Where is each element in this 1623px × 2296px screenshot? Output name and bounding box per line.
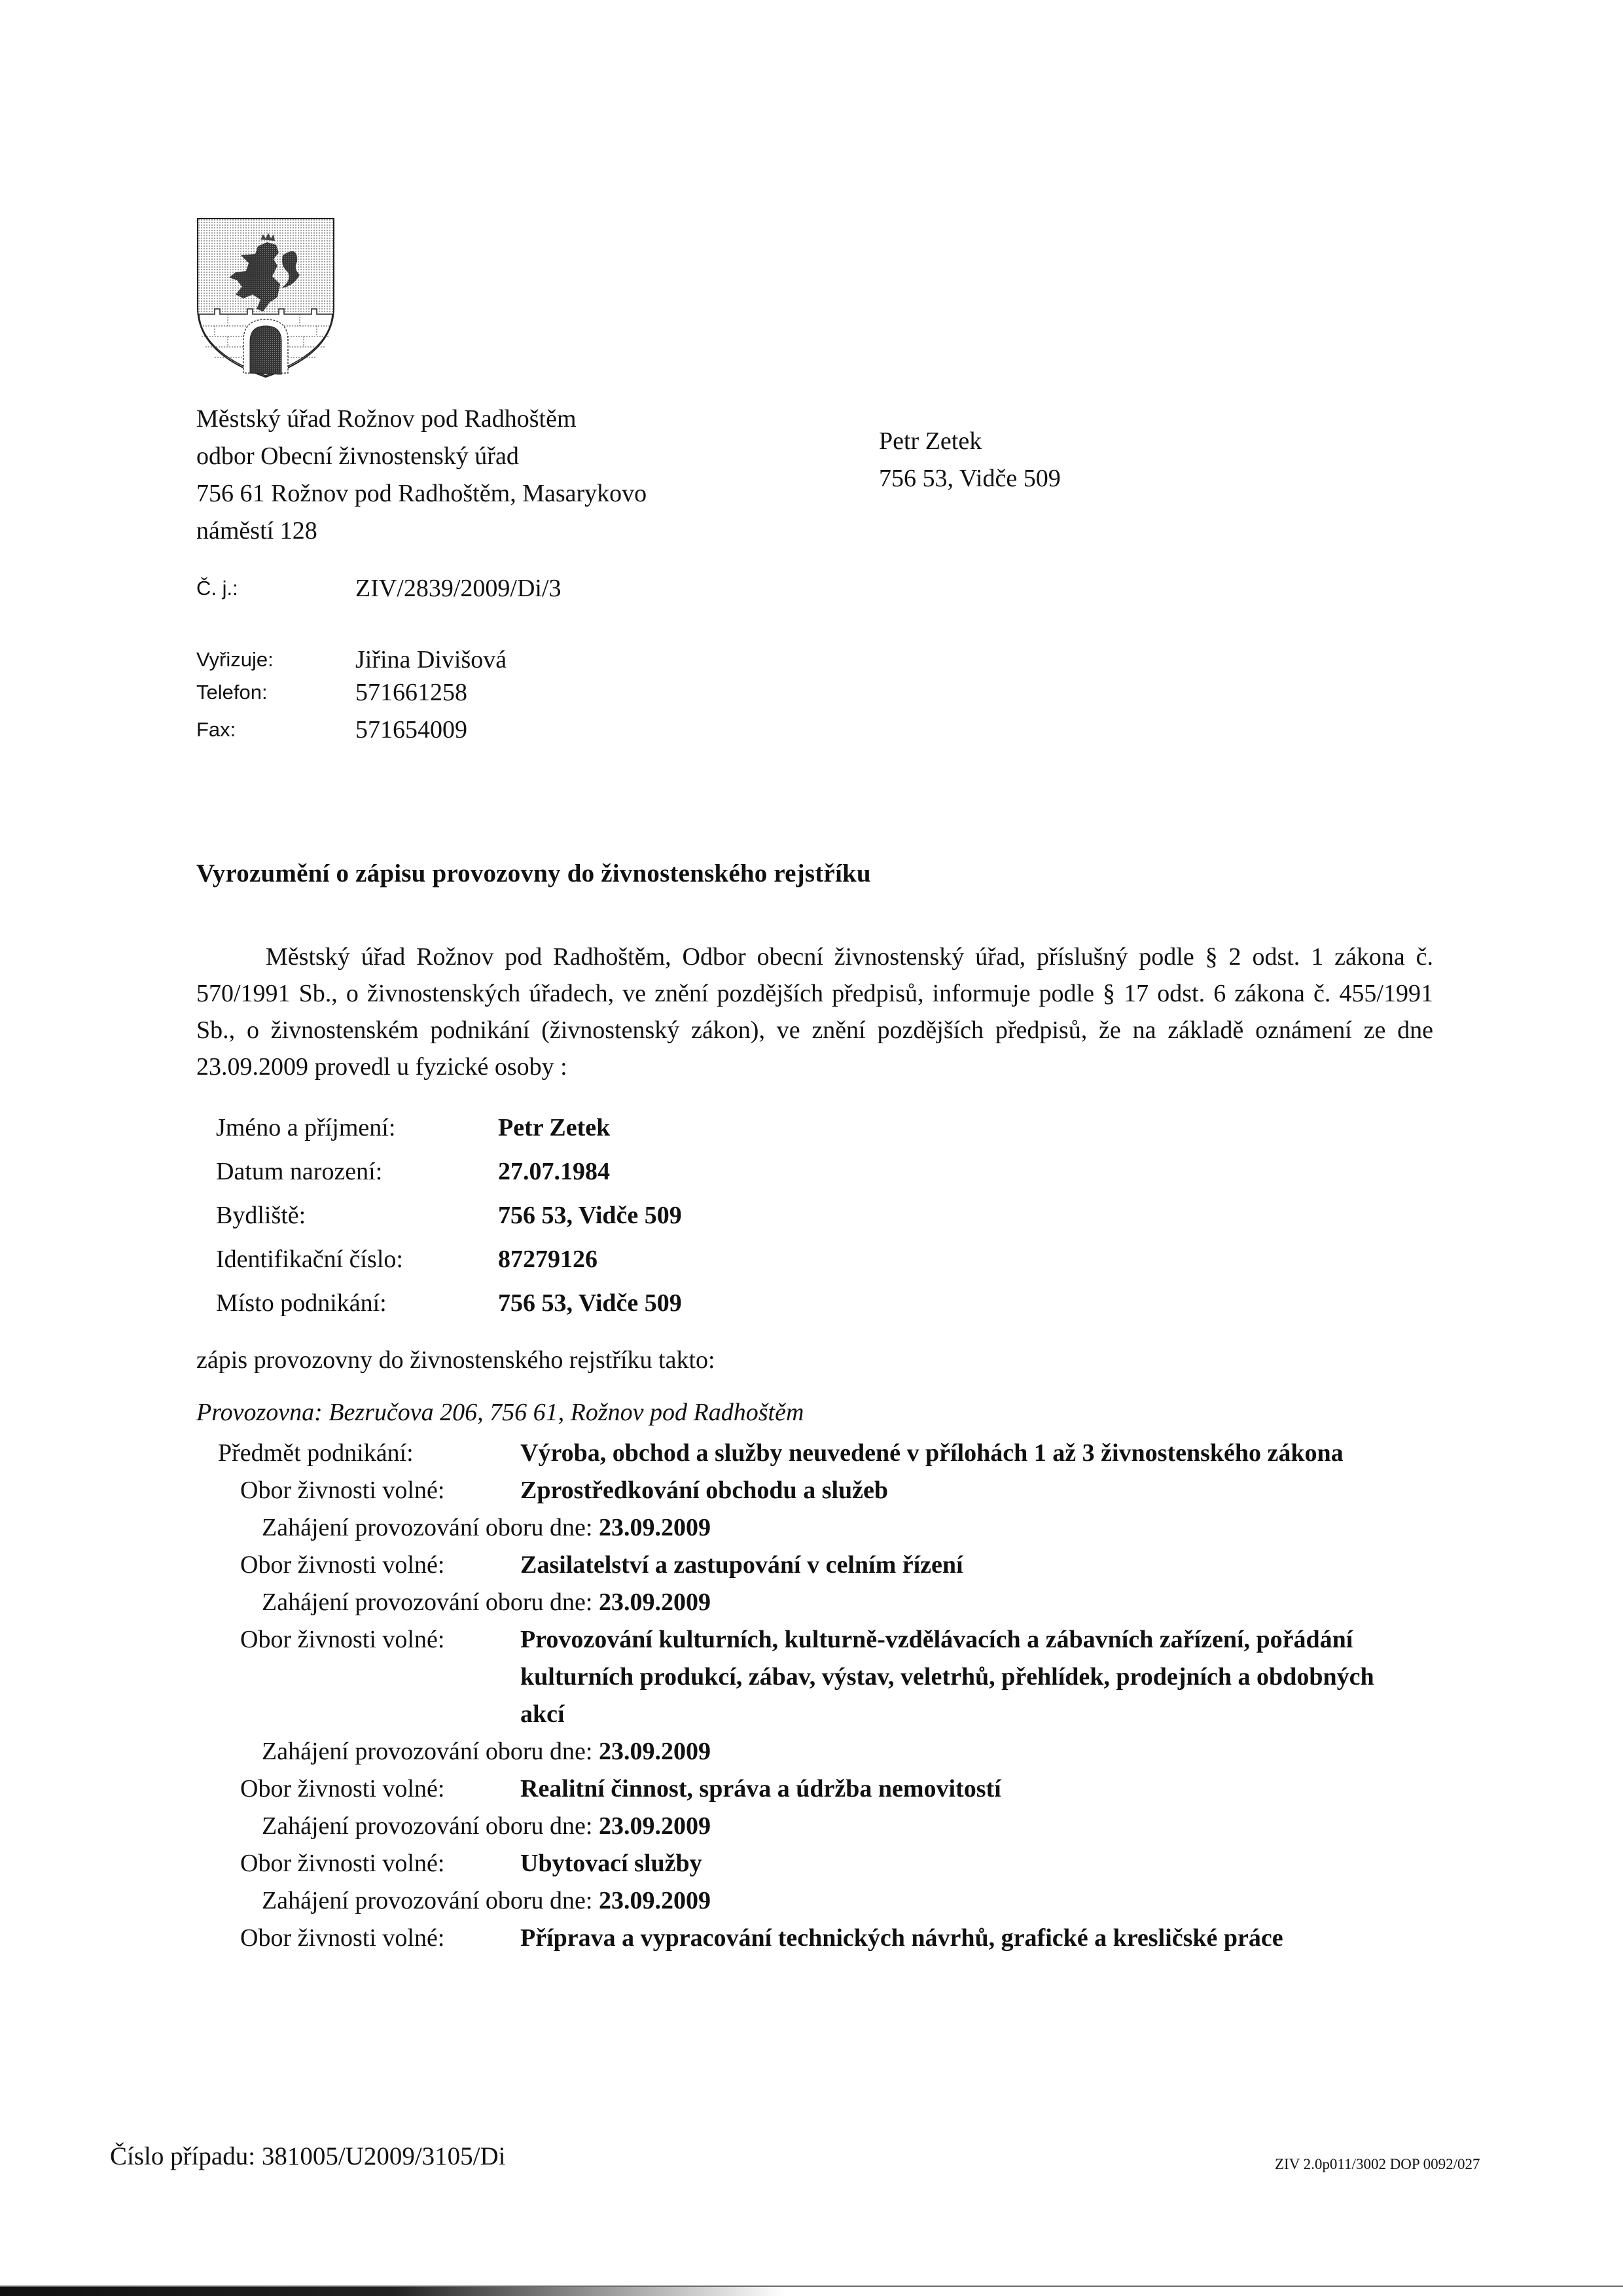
trade-start-date: 23.09.2009 (598, 1738, 711, 1765)
case-number: Číslo případu: 381005/U2009/3105/Di (110, 2142, 506, 2170)
handler-value: Jiřina Divišová (355, 646, 507, 673)
recipient-name: Petr Zetek (879, 427, 982, 455)
trade-label: Obor živnosti volné: (240, 1477, 445, 1504)
trade-row (0, 1770, 1623, 1808)
trade-start-row (0, 1882, 1623, 1920)
trade-name: Realitní činnost, správa a údržba nemovitostí (520, 1775, 1001, 1803)
person-value: 756 53, Vidče 509 (498, 1289, 682, 1317)
trade-row (0, 1472, 1623, 1509)
fax-value: 571654009 (355, 716, 467, 744)
scan-shadow (0, 2287, 785, 2296)
trade-start-date: 23.09.2009 (598, 1887, 711, 1914)
trade-name: Provozování kulturních, kulturně-vzdělávacích a zábavních zařízení, pořádání kulturních produkcí, zábav, výstav, veletrhů, přehlídek, prodejních a obdobných akcí (520, 1626, 1374, 1728)
sender-line: odbor Obecní živnostenský úřad (196, 442, 519, 470)
body-paragraph: Městský úřad Rožnov pod Radhoštěm, Odbor obecní živnostenský úřad, příslušný podle § 2 odst. 1 zákona č. 570/1991 Sb., o živnostenských úřadech, ve znění pozdějších předpisů, informuje podle § 17 odst. 6 zákona č. 455/1991 Sb., o živnostenském podnikání (živnostenský zákon), ve znění pozdějších předpisů, že na základě oznámení ze dne 23.09.2009 provedl u fyzické osoby : (196, 943, 1433, 1081)
person-value: 756 53, Vidče 509 (498, 1202, 682, 1229)
trade-start-row (0, 1584, 1623, 1621)
reference-number-label: Č. j.: (196, 577, 238, 600)
trade-label: Obor živnosti volné: (240, 1626, 445, 1653)
trade-label: Obor živnosti volné: (240, 1924, 445, 1952)
sender-line: náměstí 128 (196, 517, 317, 545)
person-value: 87279126 (498, 1246, 597, 1273)
trade-row (0, 1547, 1623, 1584)
phone-value: 571661258 (355, 679, 467, 706)
person-value: 27.07.1984 (498, 1158, 610, 1185)
trade-row (0, 1845, 1623, 1882)
trade-start-label: Zahájení provozování oboru dne: (262, 1738, 593, 1765)
person-label: Bydliště: (216, 1202, 306, 1229)
person-value: Petr Zetek (498, 1114, 611, 1141)
form-code: ZIV 2.0p011/3002 DOP 0092/027 (1275, 2156, 1480, 2172)
registration-intro: zápis provozovny do živnostenského rejstříku takto: (196, 1346, 715, 1374)
trade-name: Ubytovací služby (520, 1850, 702, 1877)
person-label: Datum narození: (216, 1158, 383, 1185)
trade-start-label: Zahájení provozování oboru dne: (262, 1812, 593, 1840)
person-label: Identifikační číslo: (216, 1246, 403, 1273)
trade-row (0, 1621, 1623, 1733)
trade-start-row (0, 1808, 1623, 1845)
trade-start-label: Zahájení provozování oboru dne: (262, 1514, 593, 1541)
trade-start-row (0, 1733, 1623, 1770)
trade-start-label: Zahájení provozování oboru dne: (262, 1588, 593, 1616)
trades-list (0, 1435, 1623, 1957)
sender-line: 756 61 Rožnov pod Radhoštěm, Masarykovo (196, 480, 647, 507)
sender-line: Městský úřad Rožnov pod Radhoštěm (196, 405, 577, 433)
business-subject-row (0, 1435, 1623, 1472)
trade-start-label: Zahájení provozování oboru dne: (262, 1887, 593, 1914)
fax-label: Fax: (196, 718, 236, 741)
phone-label: Telefon: (196, 681, 268, 704)
reference-number-value: ZIV/2839/2009/Di/3 (355, 575, 562, 602)
trade-label: Obor živnosti volné: (240, 1775, 445, 1803)
trade-name: Příprava a vypracování technických návrhů, grafické a kresličské práce (520, 1924, 1283, 1952)
business-subject-value: Výroba, obchod a služby neuvedené v přílohách 1 až 3 živnostenského zákona (520, 1439, 1344, 1467)
coat-of-arms-icon (195, 216, 336, 380)
person-label: Jméno a příjmení: (216, 1114, 396, 1141)
trade-label: Obor živnosti volné: (240, 1551, 445, 1579)
trade-start-date: 23.09.2009 (598, 1514, 711, 1541)
recipient-street: 756 53, Vidče 509 (879, 465, 1061, 492)
business-subject-label: Předmět podnikání: (218, 1439, 414, 1467)
handler-label: Vyřizuje: (196, 648, 274, 671)
trade-row (0, 1920, 1623, 1957)
trade-name: Zprostředkování obchodu a služeb (520, 1477, 889, 1504)
trade-label: Obor živnosti volné: (240, 1850, 445, 1877)
person-label: Místo podnikání: (216, 1289, 387, 1317)
document-title: Vyrozumění o zápisu provozovny do živnostenského rejstříku (196, 859, 871, 888)
premises-address: Provozovna: Bezručova 206, 756 61, Rožnov pod Radhoštěm (196, 1399, 804, 1426)
trade-start-date: 23.09.2009 (598, 1812, 711, 1840)
trade-start-row (0, 1509, 1623, 1547)
recipient-address (879, 423, 1061, 497)
trade-name: Zasilatelství a zastupování v celním řízení (520, 1551, 963, 1579)
trade-start-date: 23.09.2009 (598, 1588, 711, 1616)
sender-address (196, 401, 647, 550)
